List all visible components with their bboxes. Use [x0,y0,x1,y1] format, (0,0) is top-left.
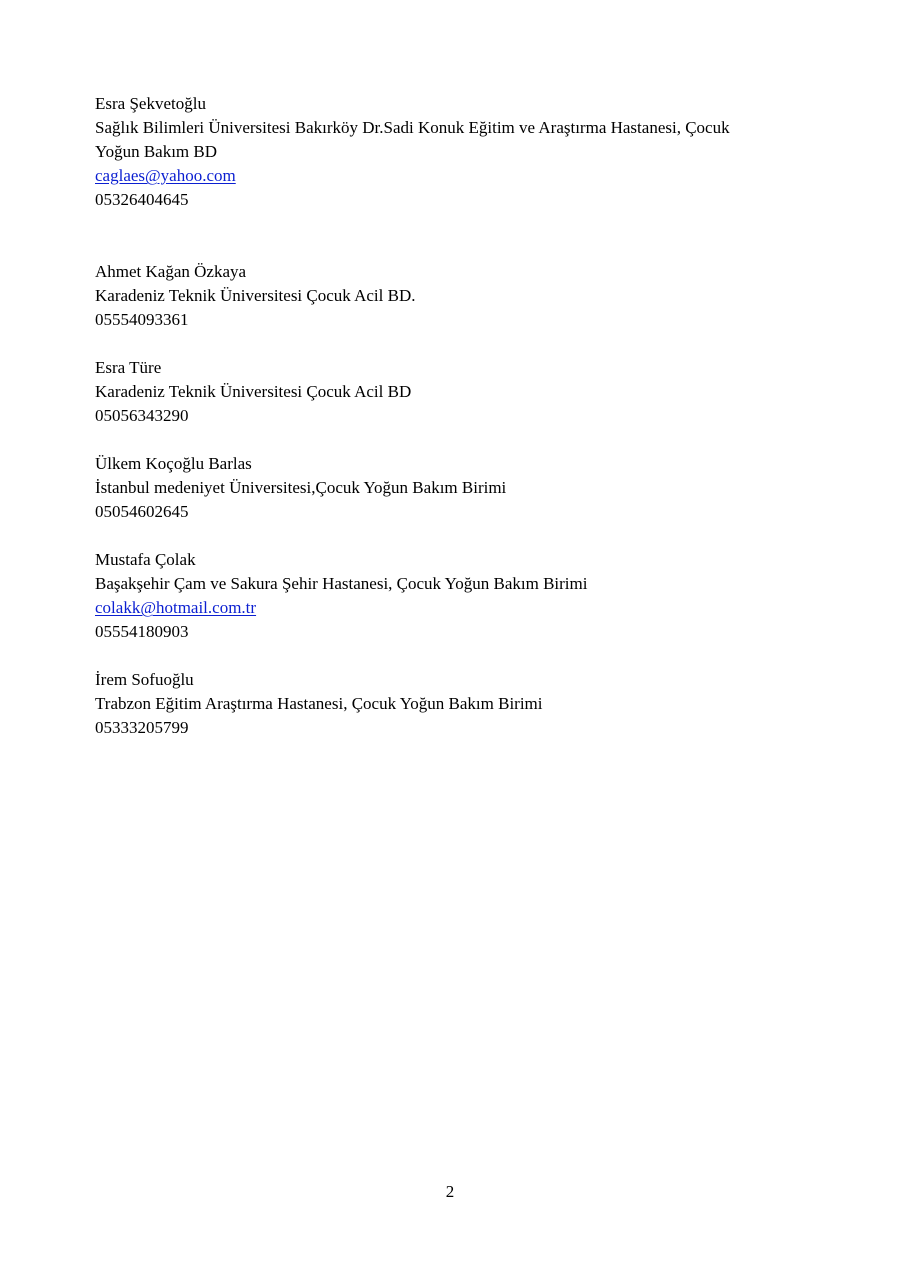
spacer [95,332,795,356]
contact-affiliation: İstanbul medeniyet Üniversitesi,Çocuk Yoğun Bakım Birimi [95,478,507,497]
contact-name: Esra Şekvetoğlu [95,94,206,113]
spacer [95,644,795,668]
contact-phone: 05056343290 [95,406,189,425]
contact-block [95,92,795,212]
contact-block [95,260,795,332]
contact-affiliation: Sağlık Bilimleri Üniversitesi Bakırköy Dr.Sadi Konuk Eğitim ve Araştırma Hastanesi, Çocuk [95,118,730,137]
contact-phone: 05554180903 [95,622,189,641]
contact-email-link[interactable]: caglaes@yahoo.com [95,166,236,185]
contact-block [95,668,795,740]
contact-affiliation: Trabzon Eğitim Araştırma Hastanesi, Çocuk Yoğun Bakım Birimi [95,694,543,713]
contact-affiliation: Karadeniz Teknik Üniversitesi Çocuk Acil BD. [95,286,416,305]
contact-phone: 05554093361 [95,310,189,329]
contact-block [95,356,795,428]
contact-phone: 05054602645 [95,502,189,521]
contact-name: Mustafa Çolak [95,550,196,569]
contact-email-link[interactable]: colakk@hotmail.com.tr [95,598,257,617]
contact-name: Ülkem Koçoğlu Barlas [95,454,252,473]
contact-affiliation: Karadeniz Teknik Üniversitesi Çocuk Acil BD [95,382,412,401]
page-number: 2 [445,1182,455,1201]
contact-name: Esra Türe [95,358,162,377]
contact-affiliation: Başakşehir Çam ve Sakura Şehir Hastanesi, Çocuk Yoğun Bakım Birimi [95,574,588,593]
contact-block [95,452,795,524]
contact-phone: 05333205799 [95,718,189,737]
contact-name: İrem Sofuoğlu [95,670,194,689]
contact-affiliation-continued: Yoğun Bakım BD [95,142,218,161]
spacer [95,212,795,260]
spacer [95,524,795,548]
contact-name: Ahmet Kağan Özkaya [95,262,247,281]
contact-phone: 05326404645 [95,190,189,209]
spacer [95,428,795,452]
contact-block [95,548,795,644]
contact-list [95,92,795,740]
